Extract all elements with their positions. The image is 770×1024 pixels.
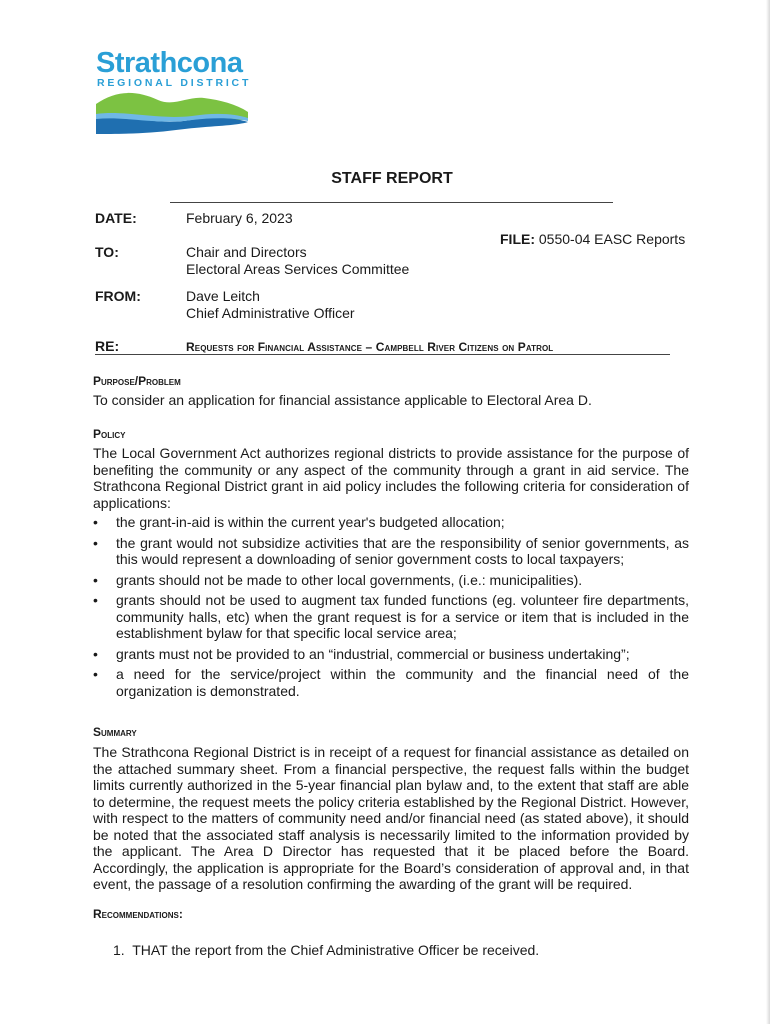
purpose-text: To consider an application for financial assistance applicable to Electoral Area D. (93, 392, 592, 408)
logo-name: Strathcona (96, 47, 243, 79)
file-value: 0550-04 EASC Reports (538, 231, 686, 247)
bullet-icon: • (93, 571, 98, 588)
criteria-text: grants should not be made to other local governments, (i.e.: municipalities). (116, 571, 583, 588)
date-label: DATE: (95, 210, 137, 226)
list-item (93, 592, 689, 642)
list-item (93, 646, 689, 663)
from-line-1: Dave Leitch (186, 288, 260, 304)
criteria-text: grants should not be used to augment tax funded functions (eg. volunteer fire departments, community halls, etc) when the grant request is for a service or item that is included in the establishment bylaw for that specific local service area; (116, 592, 689, 641)
criteria-text: grants must not be provided to an “industrial, commercial or business undertaking”; (116, 645, 630, 662)
logo-subtitle: REGIONAL DISTRICT (97, 77, 252, 89)
recommendation-item (113, 942, 539, 958)
re-underline (95, 354, 670, 355)
list-item (93, 514, 689, 531)
bullet-icon: • (93, 592, 98, 608)
criteria-text: a need for the service/project within the community and the financial need of the organization is demonstrated. (116, 666, 689, 699)
bullet-icon: • (93, 666, 98, 682)
bullet-icon: • (93, 534, 98, 551)
from-line-2: Chief Administrative Officer (186, 305, 355, 321)
to-recipient (186, 244, 409, 278)
title-divider (170, 202, 613, 203)
to-label: TO: (95, 244, 119, 260)
criteria-text: the grant would not subsidize activities that are the responsibility of senior governments, as this would represent a downloading of senior government costs to local taxpayers; (116, 534, 689, 567)
date-value: February 6, 2023 (186, 210, 293, 226)
purpose-heading: Purpose/Problem (93, 374, 181, 388)
recommendations-heading: Recommendations: (93, 907, 183, 921)
strathcona-logo (96, 46, 256, 136)
file-label: FILE: (500, 231, 535, 247)
list-item (93, 535, 689, 568)
bullet-icon: • (93, 514, 98, 530)
summary-heading: Summary (93, 725, 137, 739)
list-item (93, 666, 689, 699)
file-reference (500, 231, 685, 247)
report-title: STAFF REPORT (331, 170, 453, 187)
re-subject: Requests for Financial Assistance – Campbell River Citizens on Patrol (186, 340, 554, 354)
to-line-1: Chair and Directors (186, 244, 307, 260)
summary-text: The Strathcona Regional District is in receipt of a request for financial assistance as detailed on the attached summary sheet. From a financial perspective, the request falls within the budget limits currently authorized in the 5-year financial plan bylaw and, to the extent that staff are able to determine, the request meets the policy criteria established by the Regional District. However, with respect to the matters of community need and/or financial need (as stated above), it should be noted that the associated staff analysis is necessarily limited to the information provided by the applicant. The Area D Director has requested that it be placed before the Board. Accordingly, the application is appropriate for the Board’s consideration of approval and, in that event, the passage of a resolution confirming the awarding of the grant will be required. (93, 744, 689, 892)
logo-landscape-icon (96, 90, 256, 136)
re-label: RE: (95, 338, 120, 354)
bullet-icon: • (93, 645, 98, 662)
recommendation-text: THAT the report from the Chief Administrative Officer be received. (132, 942, 540, 958)
policy-criteria-list (93, 514, 689, 703)
policy-text: The Local Government Act authorizes regional districts to provide assistance for the purpose of benefiting the community or any aspect of the community through a grant in aid service. The Strathcona Regional District grant in aid policy includes the following criteria for consideration of applications: (93, 445, 689, 511)
policy-heading: Policy (93, 427, 126, 441)
from-sender (186, 288, 355, 322)
recommendation-number: 1. (113, 942, 125, 958)
page-edge (766, 0, 770, 1024)
from-label: FROM: (95, 288, 141, 304)
to-line-2: Electoral Areas Services Committee (186, 261, 410, 277)
criteria-text: the grant-in-aid is within the current year's budgeted allocation; (116, 514, 505, 530)
list-item (93, 572, 689, 589)
